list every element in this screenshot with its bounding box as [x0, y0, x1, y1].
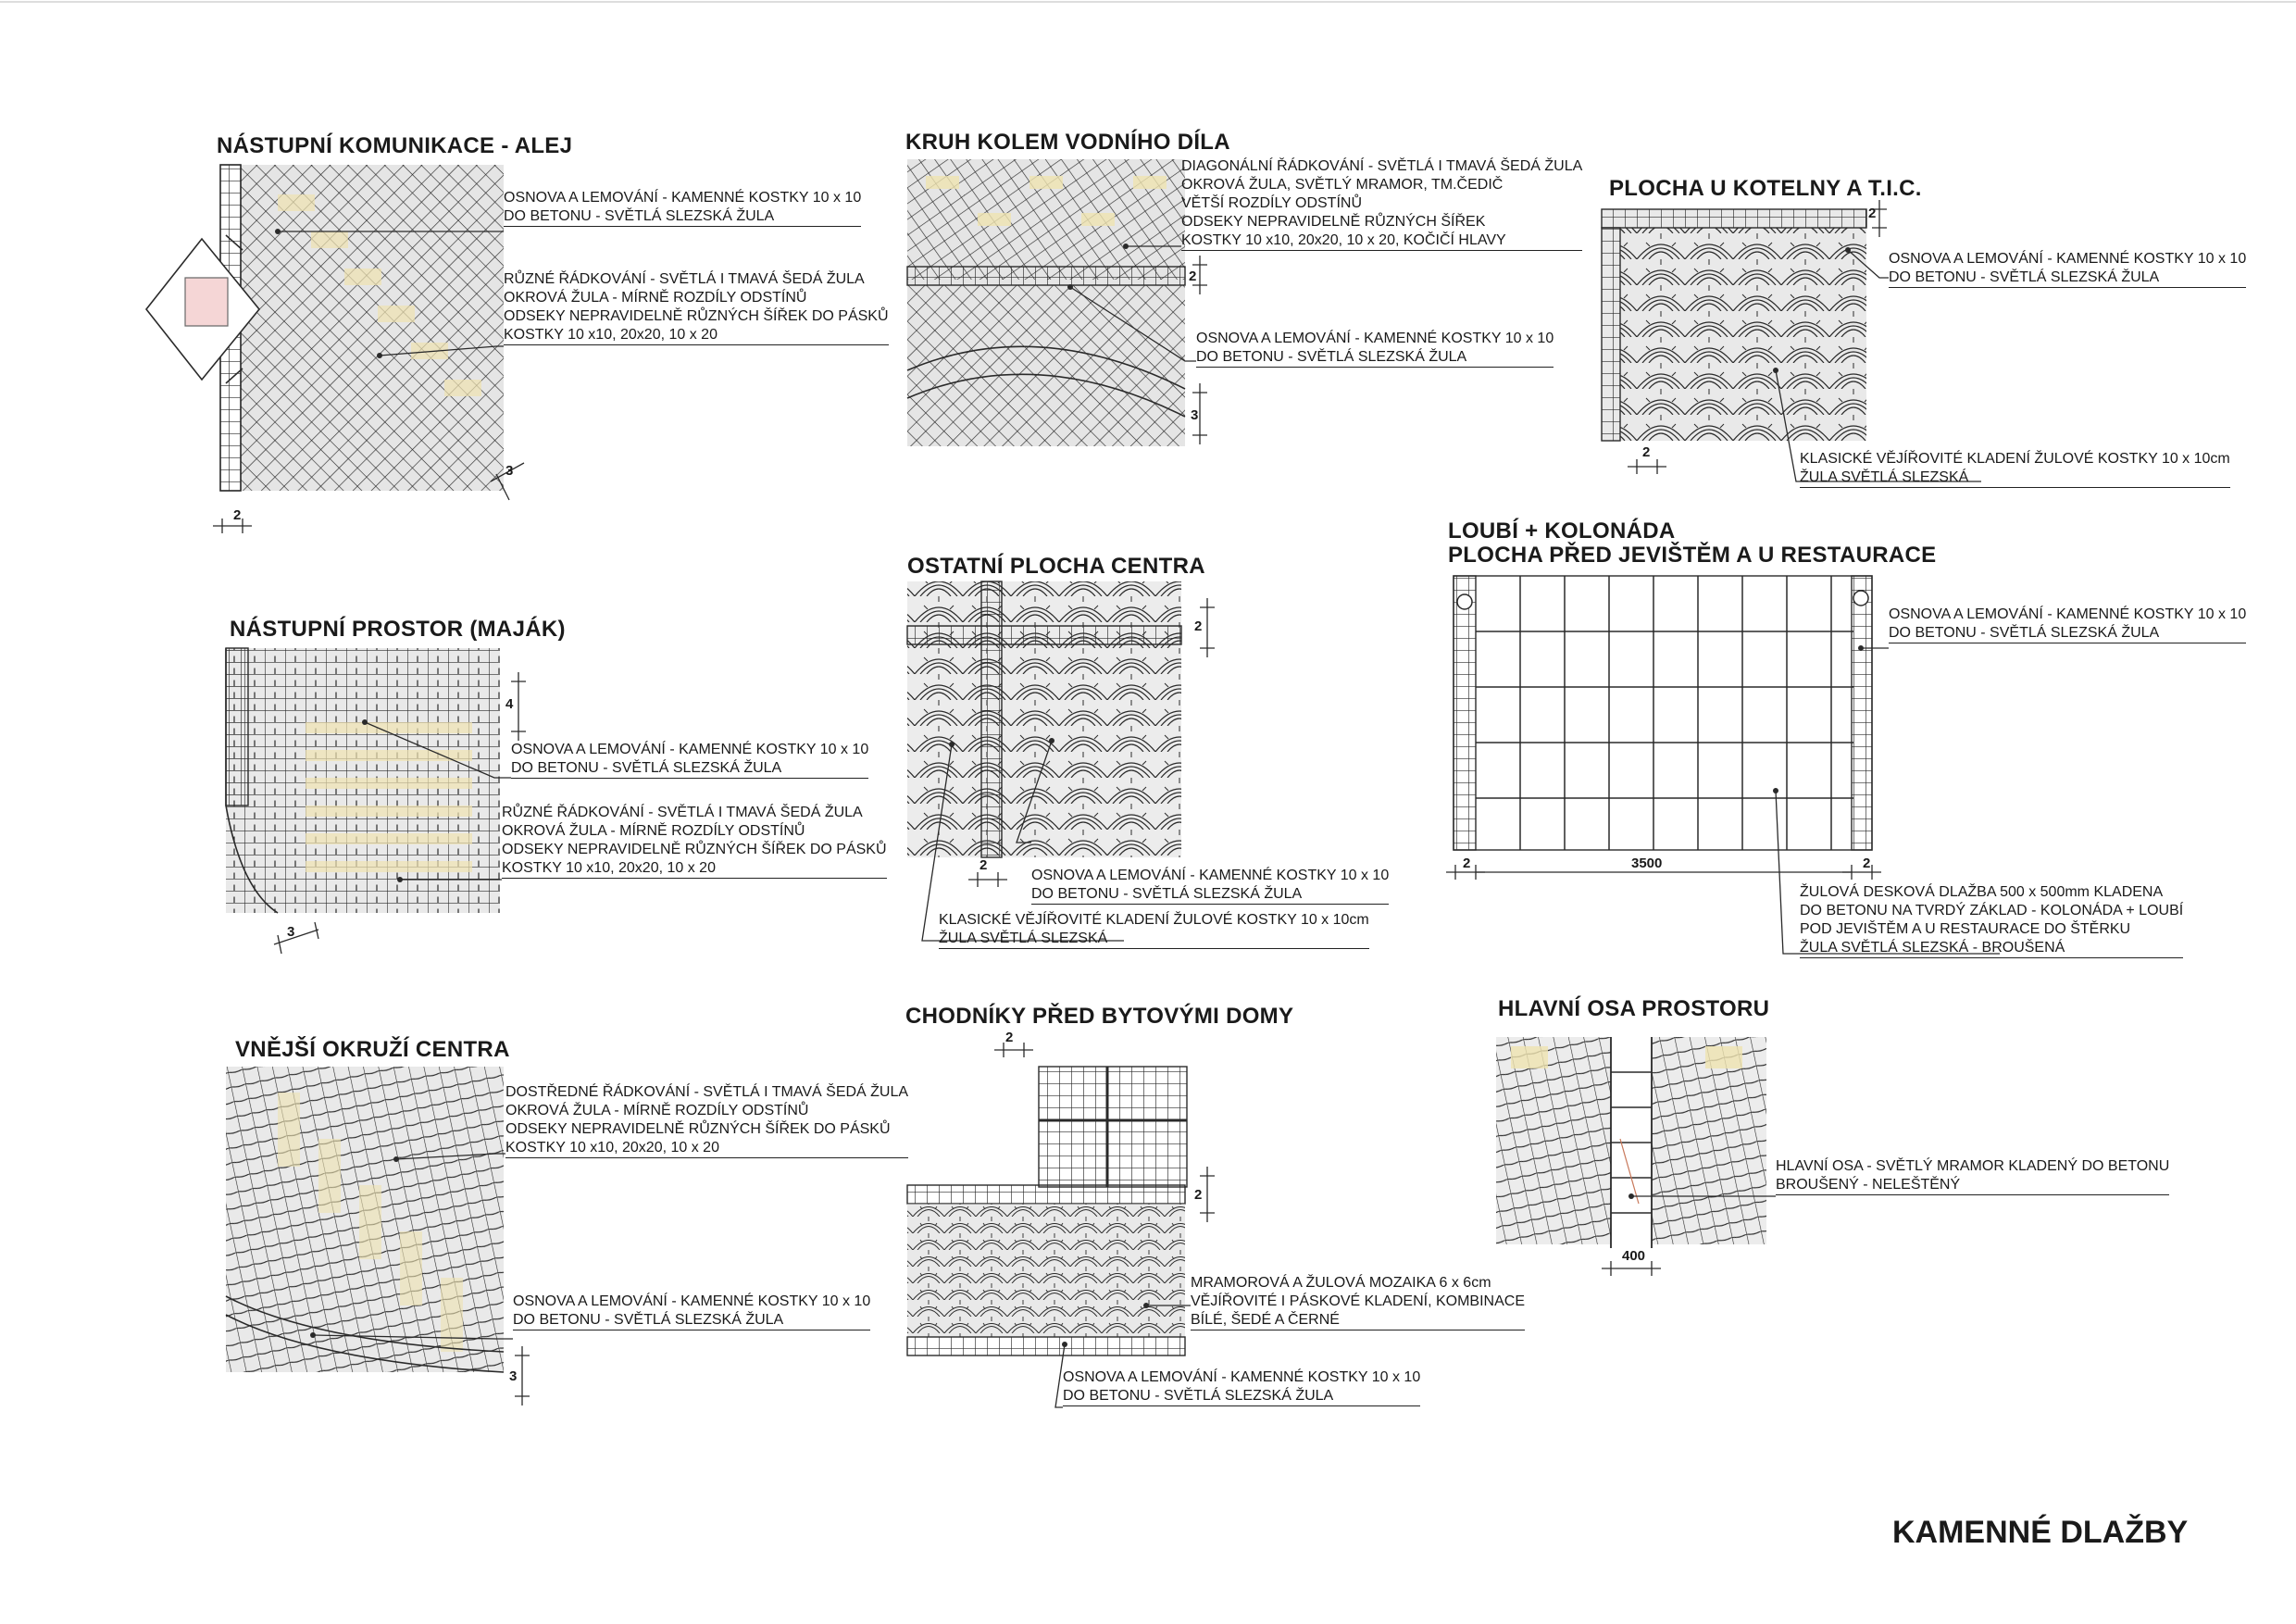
note-majak-rows: RŮZNÉ ŘÁDKOVÁNÍ - SVĚTLÁ I TMAVÁ ŠEDÁ ŽULA OKROVÁ ŽULA - MÍRNĚ ROZDÍLY ODSTÍNŮ ODSEKY NEPRAVIDELNĚ RŮZNÝCH ŠÍŘEK DO PÁSKŮ KOSTKY 10 x10, 20x20, 10 x 20 — [502, 804, 887, 879]
kruh-beige-patch — [978, 213, 1011, 226]
kotelna-dim-b — [1628, 459, 1666, 474]
okruzi-dim-a — [515, 1346, 530, 1405]
dim-loubi-b: 3500 — [1631, 856, 1663, 871]
loubi-column-right — [1853, 591, 1868, 606]
kotelna-leader-1-dot — [1845, 247, 1851, 253]
alej-leader-2-dot — [377, 353, 382, 358]
note-alej-border: OSNOVA A LEMOVÁNÍ - KAMENNÉ KOSTKY 10 x 10 DO BETONU - SVĚTLÁ SLEZSKÁ ŽULA — [504, 189, 861, 227]
title-kruh: KRUH KOLEM VODNÍHO DÍLA — [905, 130, 1230, 155]
loubi-leader-2-dot — [1773, 788, 1778, 793]
okruzi-leader-2-dot — [310, 1332, 316, 1338]
majak-dim-b — [274, 922, 318, 954]
kotelna-border-top — [1602, 209, 1866, 228]
majak-beige-band — [306, 861, 472, 872]
loubi-slab-area — [1454, 576, 1872, 850]
kruh-diag-bottom — [907, 285, 1185, 446]
note-kotelna-fan: KLASICKÉ VĚJÍŘOVITÉ KLADENÍ ŽULOVÉ KOSTKY 10 x 10cm ŽULA SVĚTLÁ SLEZSKÁ — [1800, 450, 2230, 488]
alej-beige-patch — [278, 194, 315, 211]
note-ostatni-border: OSNOVA A LEMOVÁNÍ - KAMENNÉ KOSTKY 10 x 10 DO BETONU - SVĚTLÁ SLEZSKÁ ŽULA — [1031, 867, 1389, 905]
title-loubi: LOUBÍ + KOLONÁDA — [1448, 518, 1676, 543]
okruzi-beige-band — [441, 1278, 463, 1352]
dim-loubi-a: 2 — [1463, 856, 1471, 871]
kotelna-fan — [1620, 228, 1866, 441]
dim-ostatni-a: 2 — [1194, 618, 1203, 634]
loubi-border-left — [1454, 576, 1476, 850]
note-okruzi-border: OSNOVA A LEMOVÁNÍ - KAMENNÉ KOSTKY 10 x 10 DO BETONU - SVĚTLÁ SLEZSKÁ ŽULA — [513, 1293, 870, 1330]
ostatni-dim-b — [968, 872, 1007, 887]
dim-loubi-c: 2 — [1863, 856, 1871, 871]
chodniky-dim-a — [994, 1043, 1033, 1057]
alej-dim-a — [213, 518, 252, 533]
kruh-band — [907, 267, 1185, 285]
note-kotelna-border: OSNOVA A LEMOVÁNÍ - KAMENNÉ KOSTKY 10 x 10 DO BETONU - SVĚTLÁ SLEZSKÁ ŽULA — [1889, 250, 2246, 288]
alej-beige-patch — [378, 306, 415, 322]
chodniky-border-bottom — [907, 1337, 1185, 1355]
dim-kotelna-a: 2 — [1868, 206, 1877, 221]
osa-beige-patch-2 — [1705, 1046, 1742, 1068]
majak-border-left — [226, 648, 248, 806]
ostatni-band — [907, 626, 1181, 644]
ostatni-leader-1-dot — [1049, 738, 1054, 743]
note-chodniky-mosaic: MRAMOROVÁ A ŽULOVÁ MOZAIKA 6 x 6cm VĚJÍŘOVITÉ I PÁSKOVÉ KLADENÍ, KOMBINACE BÍLÉ, ŠEDÉ A ČERNÉ — [1191, 1274, 1525, 1330]
loubi-leader-1-dot — [1858, 645, 1864, 651]
title-okruzi: VNĚJŠÍ OKRUŽÍ CENTRA — [235, 1037, 510, 1062]
title-chodniky: CHODNÍKY PŘED BYTOVÝMI DOMY — [905, 1004, 1294, 1029]
dim-majak-b: 3 — [287, 924, 295, 940]
majak-beige-band — [306, 750, 472, 761]
majak-dim-a — [511, 672, 526, 741]
loubi-column-left — [1457, 594, 1472, 609]
kruh-beige-patch — [926, 176, 959, 189]
majak-leader-1-dot — [362, 719, 368, 725]
ostatni-band-v — [981, 581, 1002, 857]
ostatni-dim-a — [1200, 598, 1215, 657]
alej-beige-patch — [311, 231, 348, 248]
okruzi-beige-band — [359, 1185, 381, 1259]
dim-ostatni-b: 2 — [980, 857, 988, 873]
majak-beige-band — [306, 833, 472, 844]
title-ostatni: OSTATNÍ PLOCHA CENTRA — [907, 554, 1205, 579]
kruh-leader-2-dot — [1067, 284, 1073, 290]
note-kruh-rows: DIAGONÁLNÍ ŘÁDKOVÁNÍ - SVĚTLÁ I TMAVÁ ŠEDÁ ŽULA OKROVÁ ŽULA, SVĚTLÝ MRAMOR, TM.ČEDIČ VĚTŠÍ ROZDÍLY ODSTÍNŮ ODSEKY NEPRAVIDELNĚ RŮZNÝCH ŠÍŘEK KOSTKY 10 x10, 20x20, 10 x 20, KOČIČÍ HLAVY — [1181, 157, 1582, 251]
okruzi-leader-1-dot — [393, 1156, 399, 1162]
kotelna-leader-2-dot — [1773, 368, 1778, 373]
chodniky-leader-2-dot — [1062, 1342, 1067, 1347]
majak-leader-2-dot — [397, 877, 403, 882]
dim-alej-a: 2 — [233, 507, 242, 523]
dim-okruzi-a: 3 — [509, 1368, 518, 1384]
majak-beige-band — [306, 722, 472, 733]
dim-kruh-a: 2 — [1189, 269, 1197, 284]
chodniky-upper-grid — [1039, 1067, 1187, 1187]
kotelna-border-left — [1602, 228, 1620, 441]
okruzi-beige-band — [318, 1139, 341, 1213]
chodniky-dim-b — [1200, 1167, 1215, 1222]
dim-chodniky-b: 2 — [1194, 1187, 1203, 1203]
chodniky-mosaic — [907, 1204, 1185, 1337]
majak-beige-band — [306, 806, 472, 817]
title-kotelna: PLOCHA U KOTELNY A T.I.C. — [1609, 176, 1922, 201]
okruzi-beige-band — [278, 1093, 300, 1167]
chodniky-border-top — [907, 1185, 1185, 1204]
dim-majak-a: 4 — [505, 696, 514, 712]
kruh-beige-patch — [1133, 176, 1167, 189]
kruh-beige-patch — [1029, 176, 1063, 189]
dim-alej-b: 3 — [505, 463, 514, 479]
loubi-dim-c — [1842, 865, 1881, 880]
ostatni-leader-2-dot — [949, 742, 955, 747]
osa-beige-patch — [1511, 1046, 1548, 1068]
note-majak-border: OSNOVA A LEMOVÁNÍ - KAMENNÉ KOSTKY 10 x 10 DO BETONU - SVĚTLÁ SLEZSKÁ ŽULA — [511, 741, 868, 779]
dim-kruh-b: 3 — [1191, 407, 1199, 423]
loubi-border-right — [1852, 576, 1872, 850]
title-majak: NÁSTUPNÍ PROSTOR (MAJÁK) — [230, 617, 566, 642]
osa-leader-dot — [1628, 1193, 1634, 1199]
alej-beige-patch — [344, 269, 381, 285]
kruh-beige-patch — [1081, 213, 1115, 226]
note-osa: HLAVNÍ OSA - SVĚTLÝ MRAMOR KLADENÝ DO BETONU BROUŠENÝ - NELEŠTĚNÝ — [1776, 1157, 2169, 1195]
title-alej: NÁSTUPNÍ KOMUNIKACE - ALEJ — [217, 133, 573, 158]
chodniky-leader-1-dot — [1143, 1303, 1149, 1308]
alej-leader-1-dot — [275, 229, 281, 234]
dim-kotelna-b: 2 — [1642, 444, 1651, 460]
note-kruh-border: OSNOVA A LEMOVÁNÍ - KAMENNÉ KOSTKY 10 x 10 DO BETONU - SVĚTLÁ SLEZSKÁ ŽULA — [1196, 330, 1554, 368]
alej-diag-grid — [220, 165, 504, 491]
note-loubi-slab: ŽULOVÁ DESKOVÁ DLAŽBA 500 x 500mm KLADENA DO BETONU NA TVRDÝ ZÁKLAD - KOLONÁDA + LOUBÍ POD JEVIŠTĚM A U RESTAURACE DO ŠTĚRKU ŽULA SVĚTLÁ SLEZSKÁ - BROUŠENÁ — [1800, 883, 2183, 958]
alej-beige-patch — [444, 380, 481, 396]
kruh-leader-1-dot — [1123, 244, 1129, 249]
ostatni-fan — [907, 581, 1181, 857]
dim-chodniky-a: 2 — [1005, 1030, 1014, 1045]
majak-beige-band — [306, 778, 472, 789]
okruzi-beige-band — [400, 1231, 422, 1305]
note-alej-rows: RŮZNÉ ŘÁDKOVÁNÍ - SVĚTLÁ I TMAVÁ ŠEDÁ ŽULA OKROVÁ ŽULA - MÍRNĚ ROZDÍLY ODSTÍNŮ ODSEKY NEPRAVIDELNĚ RŮZNÝCH ŠÍŘEK DO PÁSKŮ KOSTKY 10 x10, 20x20, 10 x 20 — [504, 270, 889, 345]
title-loubi-2: PLOCHA PŘED JEVIŠTĚM A U RESTAURACE — [1448, 543, 1937, 568]
note-ostatni-fan: KLASICKÉ VĚJÍŘOVITÉ KLADENÍ ŽULOVÉ KOSTKY 10 x 10cm ŽULA SVĚTLÁ SLEZSKÁ — [939, 911, 1369, 949]
note-okruzi-rows: DOSTŘEDNÉ ŘÁDKOVÁNÍ - SVĚTLÁ I TMAVÁ ŠEDÁ ŽULA OKROVÁ ŽULA - MÍRNĚ ROZDÍLY ODSTÍNŮ ODSEKY NEPRAVIDELNĚ RŮZNÝCH ŠÍŘEK DO PÁSKŮ KOSTKY 10 x10, 20x20, 10 x 20 — [505, 1083, 908, 1158]
alej-pink-strip — [185, 278, 228, 326]
dim-osa-a: 400 — [1622, 1248, 1646, 1264]
note-loubi-border: OSNOVA A LEMOVÁNÍ - KAMENNÉ KOSTKY 10 x 10 DO BETONU - SVĚTLÁ SLEZSKÁ ŽULA — [1889, 606, 2246, 643]
note-chodniky-border: OSNOVA A LEMOVÁNÍ - KAMENNÉ KOSTKY 10 x 10 DO BETONU - SVĚTLÁ SLEZSKÁ ŽULA — [1063, 1368, 1420, 1406]
sheet-title: KAMENNÉ DLAŽBY — [1892, 1515, 2189, 1550]
title-osa: HLAVNÍ OSA PROSTORU — [1498, 996, 1770, 1021]
